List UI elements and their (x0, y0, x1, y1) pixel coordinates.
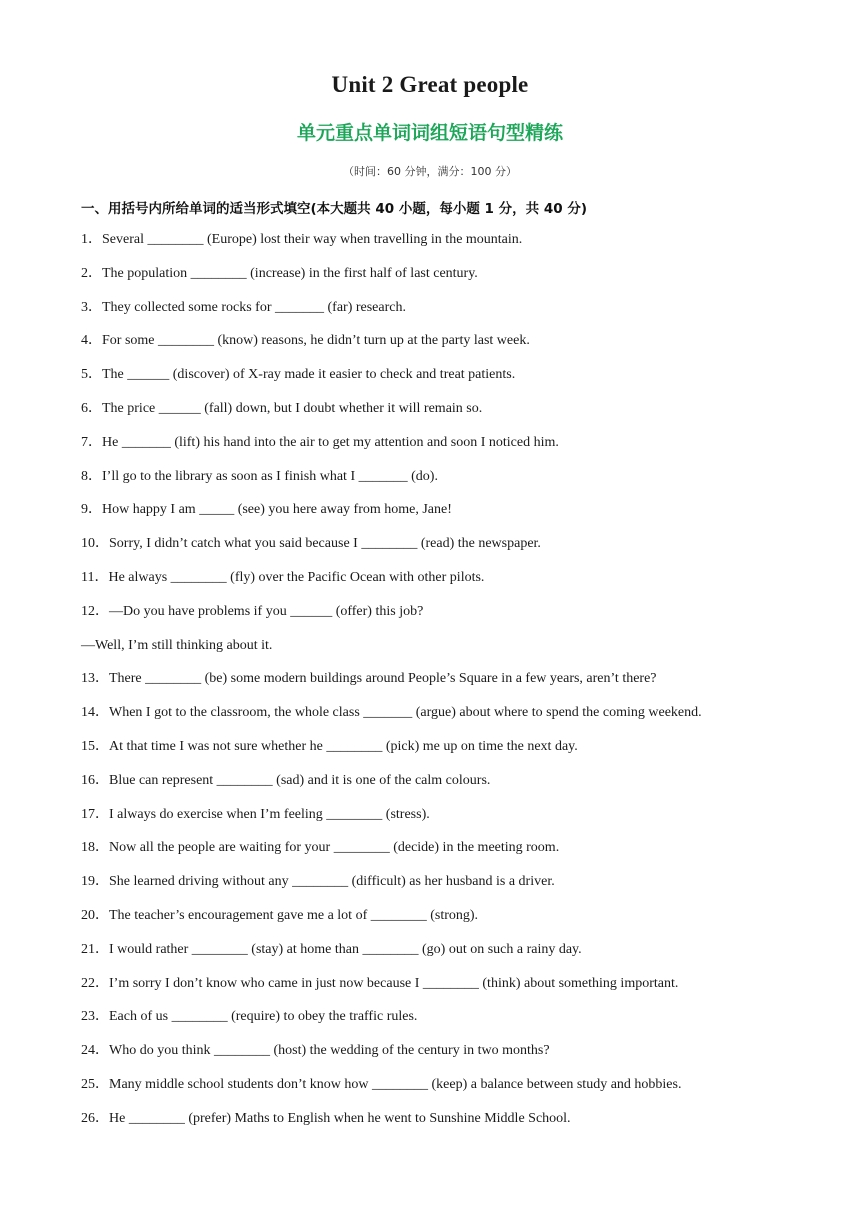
page-subtitle: 单元重点单词词组短语句型精练 (296, 122, 563, 144)
question-item: 15．At that time I was not sure whether he ________ (pick) me up on time the next day. (81, 738, 578, 754)
page-title: Unit 2 Great people (331, 72, 529, 97)
question-item: 13．There ________ (be) some modern buildings around People’s Square in a few years, aren’t there? (81, 671, 657, 687)
answer-line: —Well, I’m still thinking about it. (81, 637, 273, 653)
question-item: 22．I’m sorry I don’t know who came in just now because I ________ (think) about something important. (81, 975, 679, 991)
question-item: 11．He always ________ (fly) over the Pacific Ocean with other pilots. (81, 569, 485, 585)
question-item: 9．How happy I am _____ (see) you here away from home, Jane! (81, 502, 452, 518)
time-score-info: （时间：60 分钟，满分：100 分） (343, 165, 517, 178)
question-item: 2．The population ________ (increase) in the first half of last century. (81, 265, 478, 281)
section-heading: 一、用括号内所给单词的适当形式填空(本大题共 40 小题，每小题 1 分，共 40 分) (81, 201, 588, 217)
question-list (81, 230, 781, 1143)
question-item: 7．He _______ (lift) his hand into the air to get my attention and soon I noticed him. (81, 434, 559, 450)
question-item: 25．Many middle school students don’t know how ________ (keep) a balance between study and hobbies. (81, 1076, 682, 1092)
question-item: 10．Sorry, I didn’t catch what you said because I ________ (read) the newspaper. (81, 536, 541, 552)
question-item: 4．For some ________ (know) reasons, he didn’t turn up at the party last week. (81, 333, 530, 349)
question-item: 18．Now all the people are waiting for your ________ (decide) in the meeting room. (81, 840, 560, 856)
question-item: 5．The ______ (discover) of X-ray made it easier to check and treat patients. (81, 367, 516, 383)
question-item: 12．—Do you have problems if you ______ (offer) this job? (81, 603, 424, 619)
question-item: 6．The price ______ (fall) down, but I doubt whether it will remain so. (81, 400, 483, 416)
question-item: 14．When I got to the classroom, the whole class _______ (argue) about where to spend the coming weekend. (81, 705, 702, 721)
question-item: 17．I always do exercise when I’m feeling ________ (stress). (81, 806, 430, 822)
question-item: 16．Blue can represent ________ (sad) and it is one of the calm colours. (81, 772, 491, 788)
question-item: 21．I would rather ________ (stay) at home than ________ (go) out on such a rainy day. (81, 941, 582, 957)
question-item: 1．Several ________ (Europe) lost their way when travelling in the mountain. (81, 232, 523, 247)
question-item: 24．Who do you think ________ (host) the wedding of the century in two months? (81, 1043, 550, 1059)
question-item: 23．Each of us ________ (require) to obey the traffic rules. (81, 1009, 418, 1025)
question-item: 8．I’ll go to the library as soon as I finish what I _______ (do). (81, 468, 438, 484)
question-item: 20．The teacher’s encouragement gave me a lot of ________ (strong). (81, 907, 479, 923)
question-item: 19．She learned driving without any ________ (difficult) as her husband is a driver. (81, 874, 555, 890)
question-item: 3．They collected some rocks for _______ (far) research. (81, 299, 406, 315)
question-item: 26．He ________ (prefer) Maths to English when he went to Sunshine Middle School. (81, 1110, 571, 1126)
